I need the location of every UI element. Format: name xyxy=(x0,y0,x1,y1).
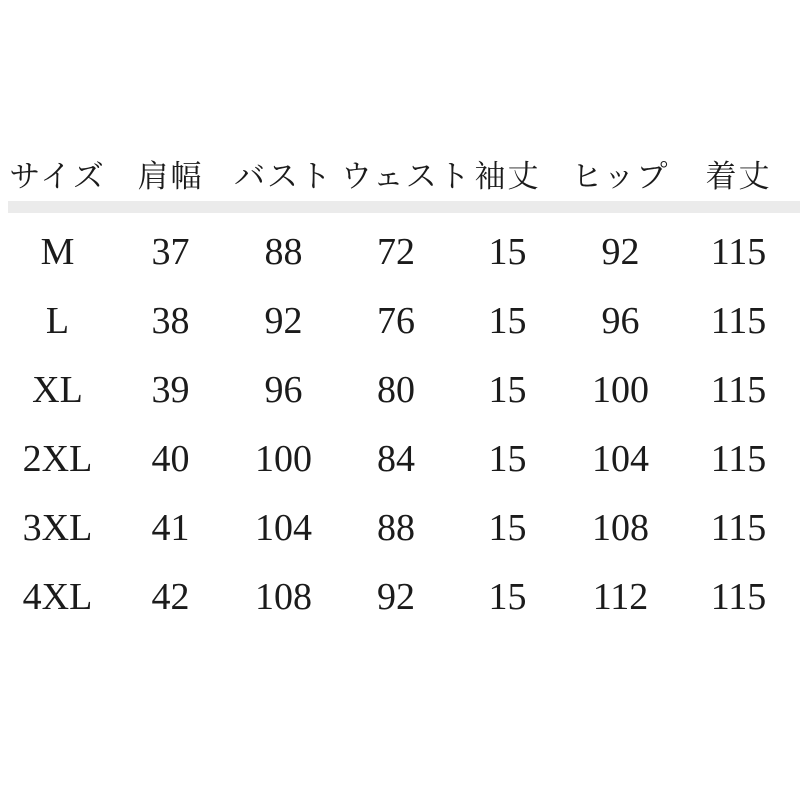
measurement-cell: 15 xyxy=(488,506,527,549)
size-label: L xyxy=(45,299,70,342)
measurement-cell: 15 xyxy=(488,230,527,273)
measurement-cell: 104 xyxy=(255,506,312,549)
header-divider xyxy=(8,201,800,213)
size-label: 3XL xyxy=(22,506,93,549)
measurement-cell: 112 xyxy=(592,575,649,618)
size-label: XL xyxy=(32,368,83,411)
table-row xyxy=(0,562,800,631)
measurement-cell: 15 xyxy=(488,368,527,411)
measurement-cell: 115 xyxy=(710,506,767,549)
measurement-cell: 115 xyxy=(710,368,767,411)
measurement-cell: 37 xyxy=(151,230,190,273)
measurement-cell: 100 xyxy=(255,437,312,480)
measurement-cell: 80 xyxy=(377,368,415,411)
table-row xyxy=(0,355,800,424)
size-label: M xyxy=(40,230,75,273)
measurement-cell: 88 xyxy=(377,506,415,549)
measurement-cell: 41 xyxy=(151,506,190,549)
table-row xyxy=(0,286,800,355)
measurement-cell: 96 xyxy=(601,299,640,342)
measurement-cell: 115 xyxy=(710,230,767,273)
measurement-cell: 100 xyxy=(592,368,649,411)
measurement-cell: 115 xyxy=(710,575,767,618)
measurement-cell: 72 xyxy=(377,230,415,273)
table-header-row xyxy=(0,145,800,201)
measurement-cell: 108 xyxy=(592,506,649,549)
column-header-bust: バスト xyxy=(234,158,333,194)
measurement-cell: 88 xyxy=(264,230,303,273)
column-header-size: サイズ xyxy=(9,158,106,194)
measurement-cell: 38 xyxy=(151,299,190,342)
measurement-cell: 84 xyxy=(377,437,415,480)
measurement-cell: 115 xyxy=(710,437,767,480)
column-header-length: 着丈 xyxy=(705,158,772,194)
size-label: 2XL xyxy=(22,437,93,480)
table-row xyxy=(0,217,800,286)
measurement-cell: 42 xyxy=(151,575,190,618)
measurement-cell: 92 xyxy=(377,575,415,618)
table-row xyxy=(0,424,800,493)
column-header-waist: ウェスト xyxy=(341,158,472,194)
table-body xyxy=(0,213,800,631)
measurement-cell: 96 xyxy=(264,368,303,411)
size-label: 4XL xyxy=(22,575,93,618)
measurement-cell: 40 xyxy=(151,437,190,480)
measurement-cell: 15 xyxy=(488,437,527,480)
size-chart-table xyxy=(0,145,800,631)
column-header-shoulder: 肩幅 xyxy=(137,158,204,194)
measurement-cell: 39 xyxy=(151,368,190,411)
measurement-cell: 92 xyxy=(264,299,303,342)
measurement-cell: 104 xyxy=(592,437,649,480)
column-header-hip: ヒップ xyxy=(571,158,670,194)
table-row xyxy=(0,493,800,562)
column-header-sleeve: 袖丈 xyxy=(474,158,541,194)
measurement-cell: 15 xyxy=(488,299,527,342)
measurement-cell: 15 xyxy=(488,575,527,618)
measurement-cell: 92 xyxy=(601,230,640,273)
measurement-cell: 76 xyxy=(377,299,415,342)
measurement-cell: 108 xyxy=(255,575,312,618)
measurement-cell: 115 xyxy=(710,299,767,342)
